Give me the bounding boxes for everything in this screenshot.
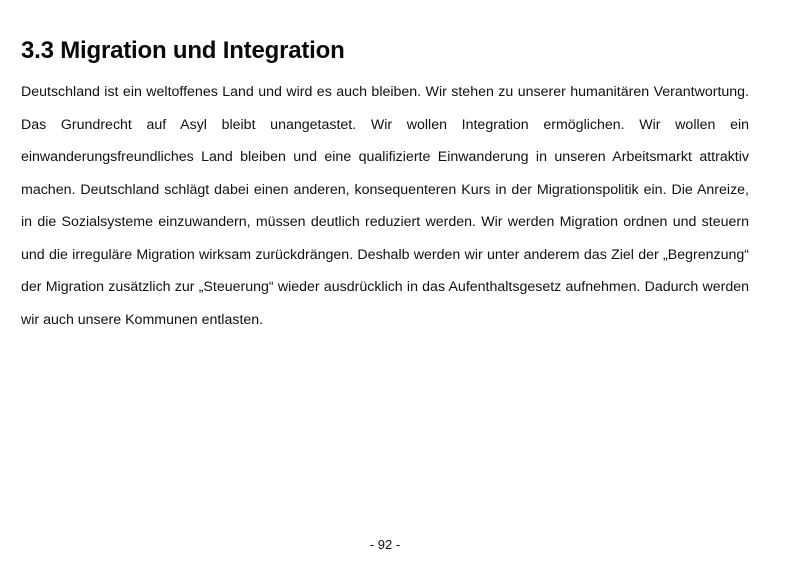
page-number: - 92 - (369, 537, 401, 552)
section-heading: 3.3 Migration und Integration (21, 37, 345, 64)
body-paragraph: Deutschland ist ein weltoffenes Land und wird es auch bleiben. Wir stehen zu unserer humanitären Verantwortung. Das Grundrecht auf Asyl bleibt unangetastet. Wir wollen Integration ermöglichen. Wir wollen ein einwanderungsfreundliches Land bleiben und eine qualifizierte Einwanderung in unseren Arbeitsmarkt attraktiv machen. Deutschland schlägt dabei einen anderen, konsequenteren Kurs in der Migrationspolitik ein. Die Anreize, in die Sozialsysteme einzuwandern, müssen deutlich reduziert werden. Wir werden Migration ordnen und steuern und die irreguläre Migration wirksam zurückdrängen. Deshalb werden wir unter anderem das Ziel der „Begrenzung“ der Migration zusätzlich zur „Steuerung“ wieder ausdrücklich in das Aufenthaltsgesetz aufnehmen. Dadurch werden wir auch unsere Kommunen entlasten. (21, 84, 749, 328)
